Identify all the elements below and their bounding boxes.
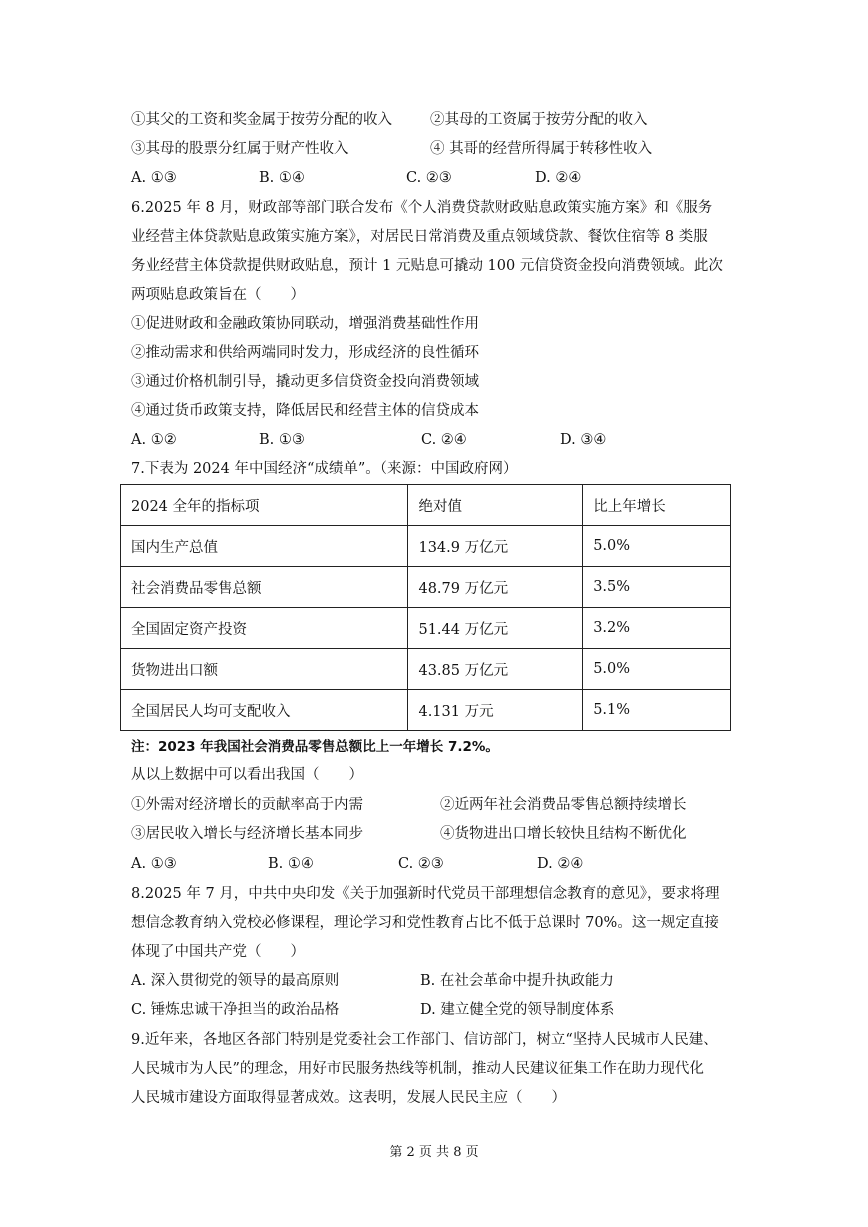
table-cell: 社会消费品零售总额 <box>121 567 408 608</box>
table-cell: 5.0% <box>583 526 731 567</box>
q6-stem-line-3: 务业经营主体贷款提供财政贴息，预计 1 元贴息可撬动 100 元信贷资金投向消费领域。此次 <box>131 258 723 274</box>
q8-stem-line-1: 8.2025 年 7 月，中共中央印发《关于加强新时代党员干部理想信念教育的意见》，要求将理 <box>131 886 720 902</box>
q5-choice-c: C. ②③ <box>406 170 452 186</box>
q6-option-2: ②推动需求和供给两端同时发力，形成经济的良性循环 <box>131 345 479 361</box>
q7-option-1: ①外需对经济增长的贡献率高于内需 <box>131 797 363 813</box>
q5-option-1: ①其父的工资和奖金属于按劳分配的收入 <box>131 112 392 128</box>
table-cell: 51.44 万亿元 <box>408 608 583 649</box>
header-cell: 比上年增长 <box>583 485 731 526</box>
q7-choice-b: B. ①④ <box>268 856 314 872</box>
q7-option-3: ③居民收入增长与经济增长基本同步 <box>131 826 363 842</box>
table-row <box>121 608 731 649</box>
q7-table-note: 注：2023 年我国社会消费品零售总额比上一年增长 7.2%。 <box>131 739 499 755</box>
table-cell: 全国固定资产投资 <box>121 608 408 649</box>
page-number-footer: 第 2 页 共 8 页 <box>389 1145 479 1160</box>
q5-choice-d: D. ②④ <box>535 170 582 186</box>
table-cell: 国内生产总值 <box>121 526 408 567</box>
q6-choice-c: C. ②④ <box>421 432 467 448</box>
q6-option-4: ④通过货币政策支持，降低居民和经营主体的信贷成本 <box>131 403 479 419</box>
q8-choice-b: B. 在社会革命中提升执政能力 <box>420 973 614 989</box>
table-cell: 3.5% <box>583 567 731 608</box>
q5-choice-a: A. ①③ <box>131 170 177 186</box>
q6-option-3: ③通过价格机制引导，撬动更多信贷资金投向消费领域 <box>131 374 479 390</box>
q8-choice-a: A. 深入贯彻党的领导的最高原则 <box>131 973 340 989</box>
q8-stem-line-2: 想信念教育纳入党校必修课程，理论学习和党性教育占比不低于总课时 70%。这一规定直接 <box>131 915 719 931</box>
table-cell: 4.131 万元 <box>408 690 583 731</box>
q5-option-4: ④ 其哥的经营所得属于转移性收入 <box>430 141 653 157</box>
q8-stem-line-3: 体现了中国共产党（ ） <box>131 944 305 960</box>
q6-choice-d: D. ③④ <box>560 432 607 448</box>
q6-choice-a: A. ①② <box>131 432 177 448</box>
q9-stem-line-3: 人民城市建设方面取得显著成效。这表明，发展人民民主应（ ） <box>131 1090 566 1106</box>
q7-choice-c: C. ②③ <box>398 856 444 872</box>
table-cell: 134.9 万亿元 <box>408 526 583 567</box>
table-row <box>121 567 731 608</box>
q7-stem: 7.下表为 2024 年中国经济“成绩单”。（来源：中国政府网） <box>131 461 518 477</box>
q6-choice-b: B. ①③ <box>259 432 305 448</box>
q7-choice-d: D. ②④ <box>537 856 584 872</box>
q6-stem-line-4: 两项贴息政策旨在（ ） <box>131 287 305 303</box>
q7-question: 从以上数据中可以看出我国（ ） <box>131 767 363 783</box>
table-cell: 3.2% <box>583 608 731 649</box>
q9-stem-line-2: 人民城市为人民”的理念，用好市民服务热线等机制，推动人民建议征集工作在助力现代化 <box>131 1061 704 1077</box>
table-cell: 货物进出口额 <box>121 649 408 690</box>
q7-option-4: ④货物进出口增长较快且结构不断优化 <box>440 826 687 842</box>
table-cell: 43.85 万亿元 <box>408 649 583 690</box>
table-cell: 5.0% <box>583 649 731 690</box>
q6-stem-line-1: 6.2025 年 8 月，财政部等部门联合发布《个人消费贷款财政贴息政策实施方案》和《服务 <box>131 200 713 216</box>
table-cell: 5.1% <box>583 690 731 731</box>
q8-choice-c: C. 锤炼忠诚干净担当的政治品格 <box>131 1002 340 1018</box>
table-cell: 48.79 万亿元 <box>408 567 583 608</box>
q5-choice-b: B. ①④ <box>259 170 305 186</box>
q9-stem-line-1: 9.近年来，各地区各部门特别是党委社会工作部门、信访部门，树立“坚持人民城市人民建、 <box>131 1032 718 1048</box>
q5-option-2: ②其母的工资属于按劳分配的收入 <box>430 112 648 128</box>
q8-choice-d: D. 建立健全党的领导制度体系 <box>420 1002 615 1018</box>
table-row <box>121 526 731 567</box>
q7-option-2: ②近两年社会消费品零售总额持续增长 <box>440 797 687 813</box>
table-row <box>121 690 731 731</box>
table-row <box>121 649 731 690</box>
q7-choice-a: A. ①③ <box>131 856 177 872</box>
header-cell: 绝对值 <box>408 485 583 526</box>
table-cell: 全国居民人均可支配收入 <box>121 690 408 731</box>
q6-stem-line-2: 业经营主体贷款贴息政策实施方案》，对居民日常消费及重点领域贷款、餐饮住宿等 8 类服 <box>131 229 708 245</box>
header-cell: 2024 全年的指标项 <box>121 485 408 526</box>
table-header-row <box>121 485 731 526</box>
economy-scorecard-table <box>120 484 731 731</box>
q5-option-3: ③其母的股票分红属于财产性收入 <box>131 141 349 157</box>
q6-option-1: ①促进财政和金融政策协同联动，增强消费基础性作用 <box>131 316 479 332</box>
